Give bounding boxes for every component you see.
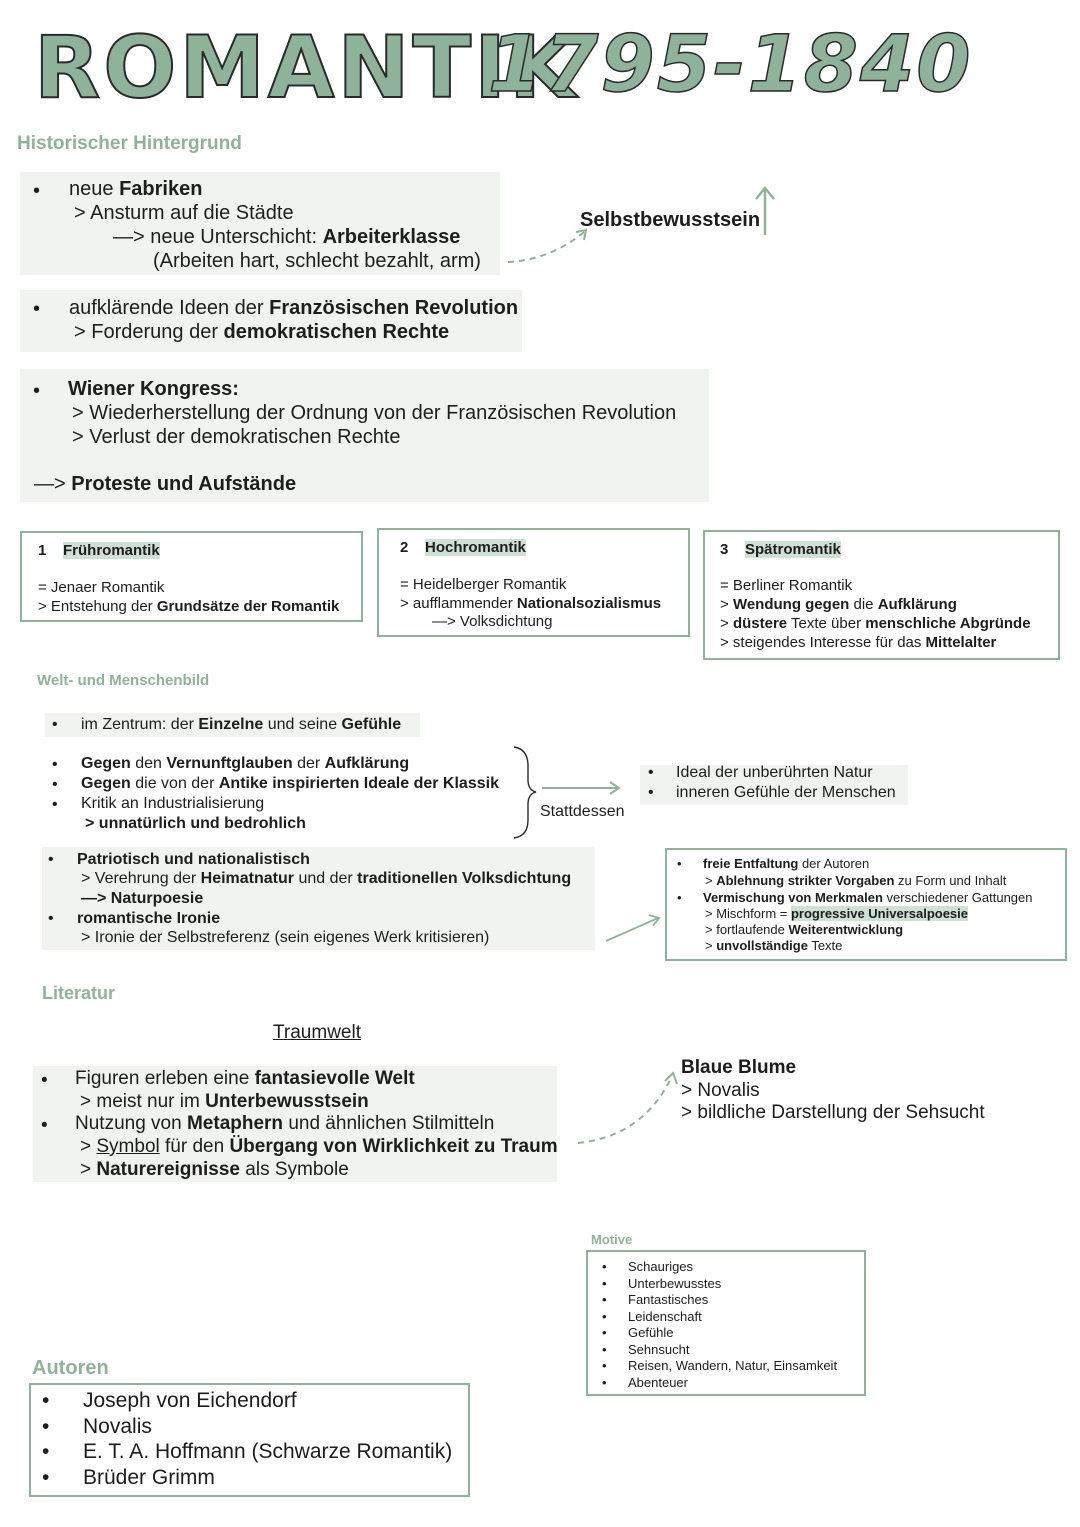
bullet: • <box>33 298 41 320</box>
phase-1-title: 1 Frühromantik <box>38 542 160 559</box>
autor-item-text: Joseph von Eichendorf <box>83 1389 297 1412</box>
bullet: • <box>48 910 54 927</box>
verehrung-line: > Verehrung der Heimatnatur und der traditionellen Volksdichtung <box>81 870 572 887</box>
page-title: ROMANTIK <box>34 18 579 118</box>
bullet: • <box>602 1374 607 1390</box>
proteste-line: —> Proteste und Aufstände <box>34 473 297 495</box>
phase-2-l3: —> Volksdichtung <box>432 613 553 630</box>
motive-item-text: Fantastisches <box>628 1292 709 1307</box>
wiederherstellung-line: > Wiederherstellung der Ordnung von der Französischen Revolution <box>72 402 677 424</box>
page-years: 1795-1840 <box>488 20 973 110</box>
autor-item <box>42 1439 468 1465</box>
ideal2-line: inneren Gefühle der Menschen <box>676 784 896 801</box>
arbeiten-line: (Arbeiten hart, schlecht bezahlt, arm) <box>153 250 481 272</box>
motive-item-text: Reisen, Wandern, Natur, Einsamkeit <box>628 1358 838 1373</box>
phase-2-l2: > aufflammender Nationalsozialismus <box>400 595 662 612</box>
kongress-line: Wiener Kongress: <box>68 378 239 400</box>
bullet: • <box>648 764 654 781</box>
autoren-list <box>42 1388 468 1490</box>
natur-line: > Naturereignisse als Symbole <box>80 1159 349 1180</box>
gegen2-line: Gegen die von der Antike inspirierten Ideale der Klassik <box>81 775 499 792</box>
bullet: • <box>602 1259 607 1274</box>
figuren-line: Figuren erleben eine fantasievolle Welt <box>75 1068 415 1089</box>
bullet: • <box>48 851 54 868</box>
motive-item-text: Gefühle <box>628 1325 674 1340</box>
ansturm-line: > Ansturm auf die Städte <box>74 202 294 224</box>
naturpoesie-line: —> Naturpoesie <box>81 890 204 907</box>
autor-item-text: Brüder Grimm <box>83 1465 215 1489</box>
bullet: • <box>52 756 58 773</box>
forderung-line: > Forderung der demokratischen Rechte <box>74 321 450 343</box>
motive-item <box>602 1292 864 1309</box>
bullet: • <box>602 1275 607 1291</box>
motive-item-text: Unterbewusstes <box>628 1275 722 1291</box>
motive-item-text: Schauriges <box>628 1259 694 1274</box>
motive-item <box>602 1358 864 1375</box>
autor-item <box>42 1388 468 1414</box>
aufklaerend-line: aufklärende Ideen der Französischen Revolution <box>69 297 519 319</box>
section-literatur: Literatur <box>42 983 116 1003</box>
motive-item <box>602 1342 864 1359</box>
bullet: • <box>42 1465 50 1489</box>
phase-1-l2: > Entstehung der Grundsätze der Romantik <box>38 598 340 615</box>
bullet: • <box>602 1325 607 1340</box>
motive-item <box>602 1309 864 1326</box>
phase-3-l3: > düstere Texte über menschliche Abgründe <box>720 615 1031 632</box>
box-l3: Vermischung von Merkmalen verschiedener Gattungen <box>703 890 1033 905</box>
section-weltbild: Welt- und Menschenbild <box>37 672 210 689</box>
verlust-line: > Verlust der demokratischen Rechte <box>72 426 401 448</box>
traumwelt-heading: Traumwelt <box>273 1022 361 1043</box>
bullet: • <box>33 380 41 402</box>
box-l2: > Ablehnung strikter Vorgaben zu Form und Inhalt <box>705 873 1007 888</box>
motive-list <box>602 1259 864 1391</box>
ideal1-line: Ideal der unberührten Natur <box>676 764 873 781</box>
section-autoren: Autoren <box>32 1357 109 1379</box>
phase-2-l1: = Heidelberger Romantik <box>400 576 567 593</box>
bullet: • <box>602 1308 607 1324</box>
kritik-line: Kritik an Industrialisierung <box>81 795 265 812</box>
stattdessen-label: Stattdessen <box>540 803 625 820</box>
box-l4: > Mischform = progressive Universalpoesie <box>705 906 968 921</box>
box-l1: freie Entfaltung der Autoren <box>703 856 870 871</box>
autor-item-text: Novalis <box>83 1414 152 1438</box>
bullet: • <box>33 180 41 202</box>
bullet: • <box>41 1070 48 1091</box>
box-l6: > unvollständige Texte <box>705 938 843 953</box>
meist-line: > meist nur im Unterbewusstsein <box>80 1091 369 1112</box>
bullet: • <box>52 776 58 793</box>
bullet: • <box>648 784 654 801</box>
phase-3-l4: > steigendes Interesse für das Mittelalter <box>720 634 997 651</box>
motive-item <box>602 1325 864 1342</box>
box-l5: > fortlaufende Weiterentwicklung <box>705 922 904 937</box>
arrow-ironie <box>603 910 665 946</box>
autoren-box <box>29 1383 470 1497</box>
selbstreferenz-line: > Ironie der Selbstreferenz (sein eigenes Werk kritisieren) <box>81 929 490 946</box>
ironie-detail-box <box>665 848 1067 961</box>
selbstbewusstsein-label: Selbstbewusstsein <box>580 209 761 231</box>
nutzung-line: Nutzung von Metaphern und ähnlichen Stilmitteln <box>75 1113 495 1134</box>
zentrum-line: im Zentrum: der Einzelne und seine Gefühle <box>81 716 402 733</box>
bullet: • <box>52 716 58 733</box>
phase-box-1 <box>20 531 363 622</box>
bullet: • <box>52 796 58 813</box>
motive-item <box>602 1259 864 1276</box>
brace-arrow <box>508 744 628 840</box>
autor-item-text: E. T. A. Hoffmann (Schwarze Romantik) <box>83 1440 453 1463</box>
bullet: • <box>41 1115 48 1136</box>
phase-2-title: 2 Hochromantik <box>400 539 526 556</box>
bullet: • <box>42 1389 50 1412</box>
ironie-line: romantische Ironie <box>77 910 221 927</box>
bullet: • <box>677 890 682 905</box>
phase-box-3 <box>703 530 1060 660</box>
unnatuerlich-line: > unnatürlich und bedrohlich <box>85 815 306 832</box>
phase-3-title: 3 Spätromantik <box>720 541 841 558</box>
motive-item-text: Sehnsucht <box>628 1341 690 1357</box>
sehnsucht-line: > bildliche Darstellung der Sehsucht <box>681 1102 985 1123</box>
arrow-blaue-blume <box>574 1066 684 1148</box>
motive-item <box>602 1276 864 1293</box>
fabriken-line: neue Fabriken <box>69 178 203 200</box>
novalis-line: > Novalis <box>681 1080 760 1101</box>
gegen1-line: Gegen den Vernunftglauben der Aufklärung <box>81 755 410 772</box>
motive-item-text: Leidenschaft <box>628 1308 702 1324</box>
autor-item <box>42 1465 468 1491</box>
phase-3-l1: = Berliner Romantik <box>720 577 853 594</box>
phase-3-l2: > Wendung gegen die Aufklärung <box>720 596 957 613</box>
bullet: • <box>42 1414 50 1438</box>
unterschicht-line: —> neue Unterschicht: Arbeiterklasse <box>113 226 461 248</box>
bullet: • <box>602 1358 607 1373</box>
motive-item <box>602 1375 864 1392</box>
motive-item-text: Abenteuer <box>628 1374 688 1390</box>
section-motive: Motive <box>591 1232 633 1247</box>
bullet: • <box>42 1440 50 1463</box>
blaue-blume-title: Blaue Blume <box>681 1057 797 1078</box>
symbol-line: > Symbol für den Übergang von Wirklichkeit zu Traum <box>80 1136 558 1157</box>
autor-item <box>42 1414 468 1440</box>
bullet: • <box>677 856 682 871</box>
bullet: • <box>602 1292 607 1307</box>
patriotisch-line: Patriotisch und nationalistisch <box>77 851 310 868</box>
phase-box-2 <box>377 528 690 637</box>
bullet: • <box>602 1341 607 1357</box>
section-hintergrund: Historischer Hintergrund <box>17 133 242 154</box>
motive-box <box>586 1250 866 1396</box>
phase-1-l1: = Jenaer Romantik <box>38 579 165 596</box>
